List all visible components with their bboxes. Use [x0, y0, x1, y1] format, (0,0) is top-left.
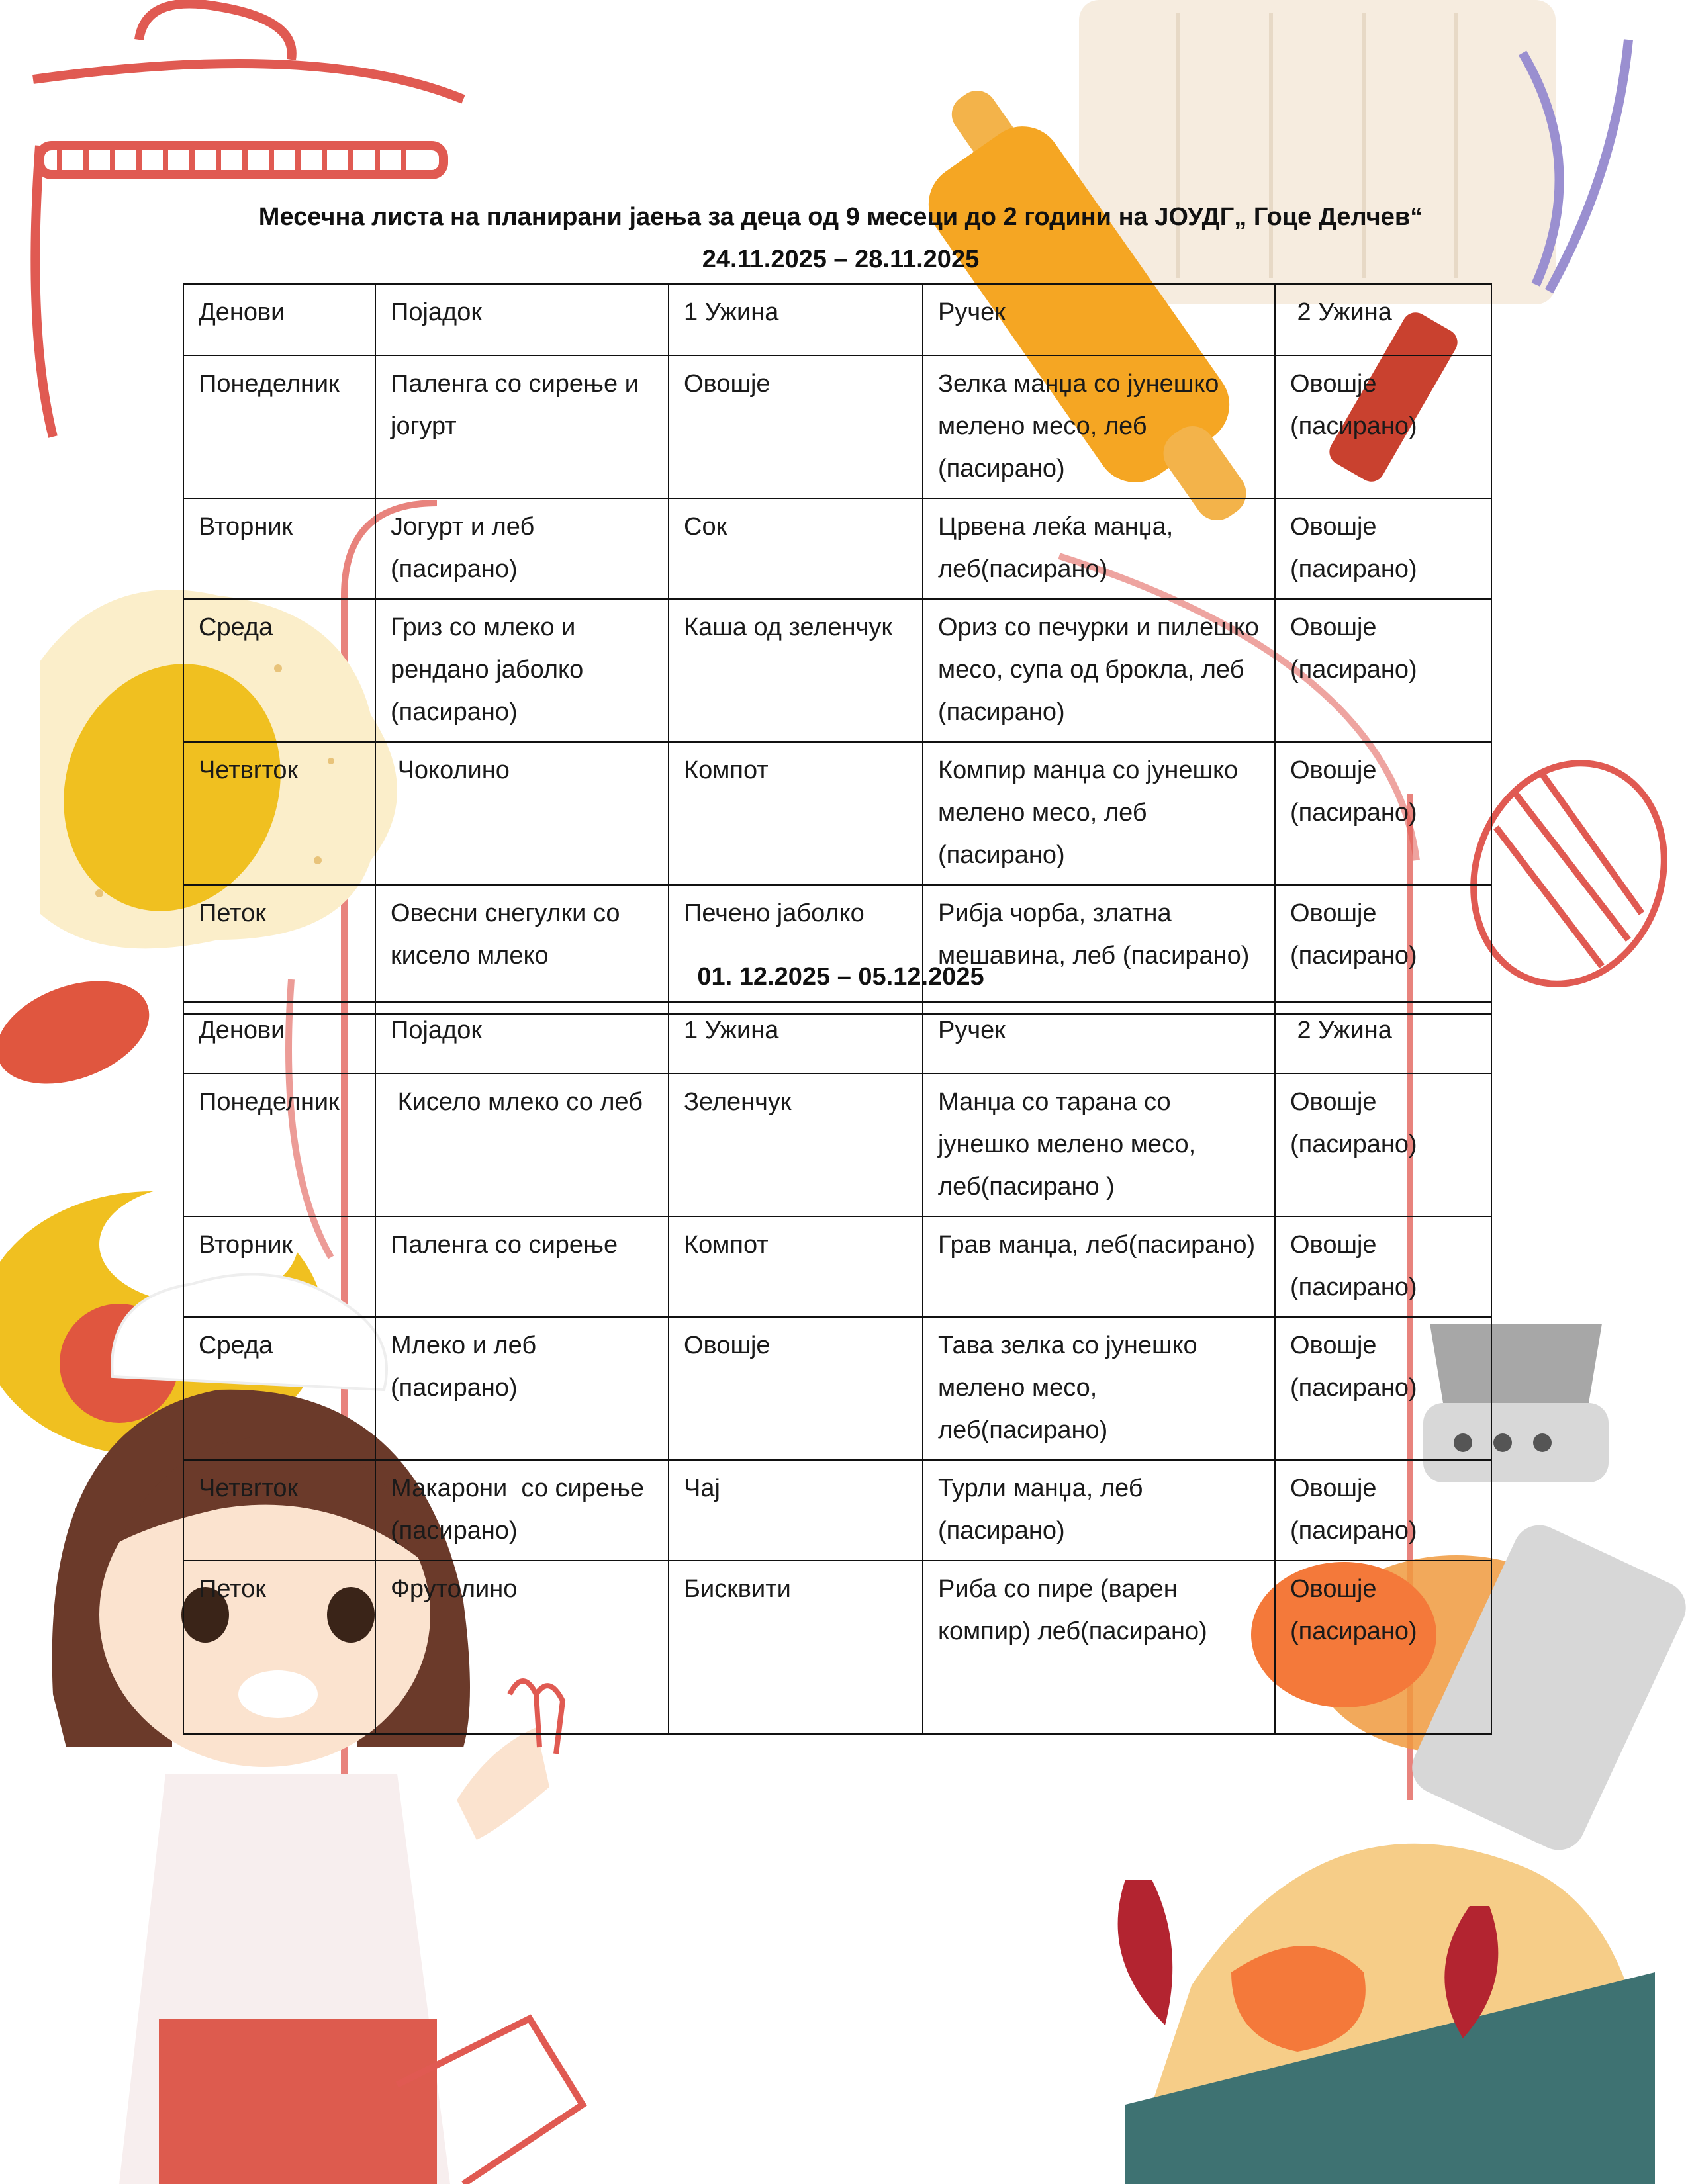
lunch-cell: Рибја чорба, златна мешавина, леб (пасирано) [923, 885, 1275, 1014]
table-header-row [183, 284, 1491, 355]
snack-1-cell: Печено јаболко [669, 885, 923, 1014]
snack-1-cell: Компот [669, 742, 923, 885]
day-cell: Вторник [183, 1216, 375, 1317]
week-1-menu-table [183, 283, 1492, 1015]
snack-2-cell: Овошје (пасирано) [1275, 1073, 1491, 1216]
breakfast-cell: Макарони со сирење (пасирано) [375, 1460, 669, 1561]
column-header-lunch: Ручек [923, 1002, 1275, 1073]
snack-1-cell: Овошје [669, 1317, 923, 1460]
table-row [183, 599, 1491, 742]
table-row [183, 355, 1491, 498]
lunch-cell: Тава зелка со јунешко мелено месо, леб(пасирано) [923, 1317, 1275, 1460]
snack-2-cell: Овошје (пасирано) [1275, 355, 1491, 498]
table-row [183, 1216, 1491, 1317]
snack-1-cell: Бисквити [669, 1561, 923, 1734]
table-row [183, 1561, 1491, 1734]
column-header-day: Денови [183, 284, 375, 355]
breakfast-cell: Гриз со млеко и рендано јаболко (пасирано) [375, 599, 669, 742]
column-header-snack-1: 1 Ужина [669, 284, 923, 355]
column-header-snack-1: 1 Ужина [669, 1002, 923, 1073]
breakfast-cell: Јогурт и леб (пасирано) [375, 498, 669, 599]
lunch-cell: Турли манџа, леб (пасирано) [923, 1460, 1275, 1561]
breakfast-cell: Паленга со сирење и јогурт [375, 355, 669, 498]
snack-2-cell: Овошје (пасирано) [1275, 885, 1491, 1014]
lunch-cell: Компир манџа со јунешко мелено месо, леб (пасирано) [923, 742, 1275, 885]
snack-1-cell: Сок [669, 498, 923, 599]
column-header-snack-2: 2 Ужина [1275, 284, 1491, 355]
snack-2-cell: Овошје (пасирано) [1275, 742, 1491, 885]
day-cell: Среда [183, 599, 375, 742]
table-row [183, 1460, 1491, 1561]
snack-1-cell: Чај [669, 1460, 923, 1561]
week-2-date-range: 01. 12.2025 – 05.12.2025 [697, 963, 984, 991]
week-2-menu-table [183, 1001, 1492, 1735]
column-header-breakfast: Појадок [375, 1002, 669, 1073]
day-cell: Среда [183, 1317, 375, 1460]
snack-1-cell: Зеленчук [669, 1073, 923, 1216]
snack-1-cell: Каша од зеленчук [669, 599, 923, 742]
snack-2-cell: Овошје (пасирано) [1275, 1460, 1491, 1561]
day-cell: Понеделник [183, 355, 375, 498]
column-header-day: Денови [183, 1002, 375, 1073]
breakfast-cell: Паленга со сирење [375, 1216, 669, 1317]
table-row [183, 885, 1491, 1014]
pot-lid-ribs [60, 150, 404, 171]
column-header-snack-2: 2 Ужина [1275, 1002, 1491, 1073]
snack-2-cell: Овошје (пасирано) [1275, 1216, 1491, 1317]
lunch-cell: Зелка манџа со јунешко мелено месо, леб (пасирано) [923, 355, 1275, 498]
day-cell: Четвrток [183, 742, 375, 885]
snack-2-cell: Овошје (пасирано) [1275, 498, 1491, 599]
lunch-cell: Риба со пире (варен компир) леб(пасирано) [923, 1561, 1275, 1734]
breakfast-cell: Фрутолино [375, 1561, 669, 1734]
table-row [183, 1073, 1491, 1216]
snack-2-cell: Овошје (пасирано) [1275, 1317, 1491, 1460]
week-1-date-range: 24.11.2025 – 28.11.2025 [702, 246, 980, 273]
day-cell: Вторник [183, 498, 375, 599]
lunch-cell: Црвена леќа манџа, леб(пасирано) [923, 498, 1275, 599]
breakfast-cell: Чоколино [375, 742, 669, 885]
lunch-cell: Грав манџа, леб(пасирано) [923, 1216, 1275, 1317]
snack-2-cell: Овошје (пасирано) [1275, 599, 1491, 742]
day-cell: Петок [183, 1561, 375, 1734]
breakfast-cell: Млеко и леб (пасирано) [375, 1317, 669, 1460]
document-title: Месечна листа на планирани јаења за деца од 9 месеци до 2 години на ЈОУДГ„ Гоце Делчев“ [258, 203, 1423, 231]
breakfast-cell: Овесни снегулки со кисело млеко [375, 885, 669, 1014]
day-cell: Понеделник [183, 1073, 375, 1216]
day-cell: Четвrток [183, 1460, 375, 1561]
snack-2-cell: Овошје (пасирано) [1275, 1561, 1491, 1734]
table-row [183, 498, 1491, 599]
day-cell: Петок [183, 885, 375, 1014]
column-header-lunch: Ручек [923, 284, 1275, 355]
table-header-row [183, 1002, 1491, 1073]
lunch-cell: Манџа со тарана со јунешко мелено месо, леб(пасирано ) [923, 1073, 1275, 1216]
table-row [183, 1317, 1491, 1460]
table-row [183, 742, 1491, 885]
snack-1-cell: Компот [669, 1216, 923, 1317]
snack-1-cell: Овошје [669, 355, 923, 498]
breakfast-cell: Кисело млеко со леб [375, 1073, 669, 1216]
lunch-cell: Ориз со печурки и пилешко месо, супа од брокла, леб (пасирано) [923, 599, 1275, 742]
column-header-breakfast: Појадок [375, 284, 669, 355]
